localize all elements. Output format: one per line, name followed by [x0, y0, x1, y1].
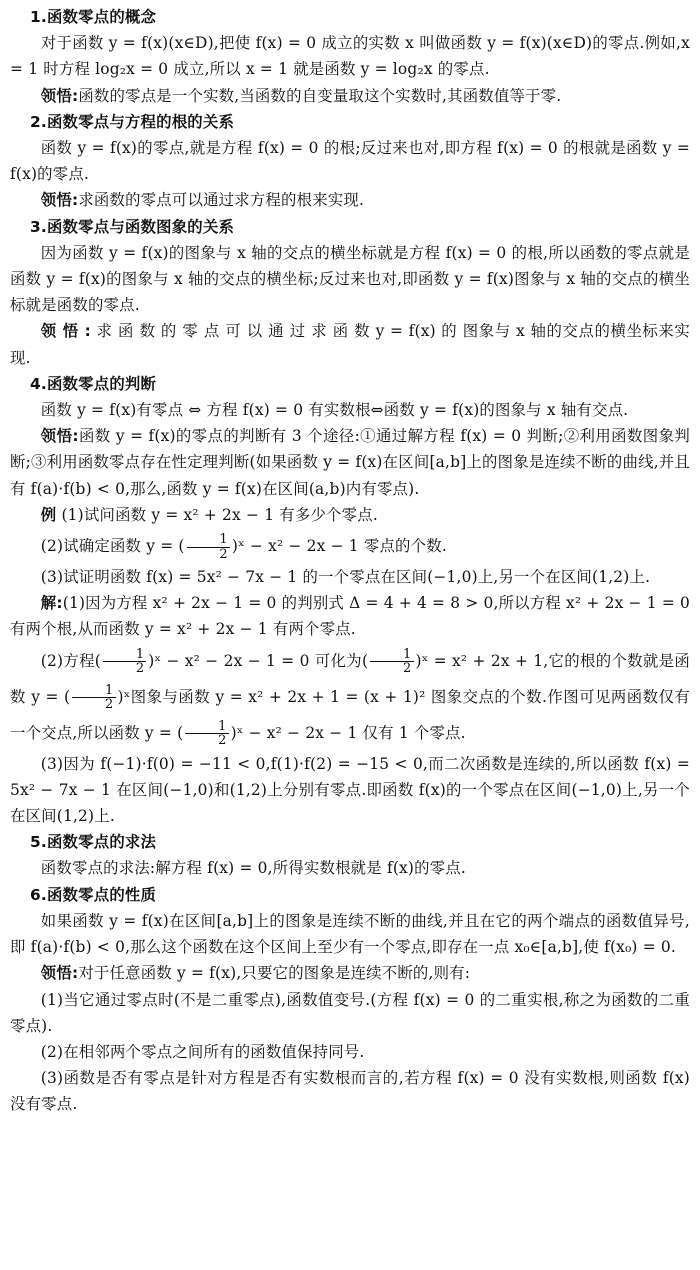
tip-text: 求函数的零点可以通过求方程的根来实现. — [78, 191, 365, 210]
property-2: (2)在相邻两个零点之间所有的函数值保持同号. — [40, 1042, 365, 1061]
section-4-body: 函数 y = f(x)有零点 ⇔ 方程 f(x) = 0 有实数根⇔函数 y = f(x)的图象与 x 轴有交点. — [40, 401, 629, 420]
section-6-title: 6.函数零点的性质 — [30, 885, 157, 904]
fraction — [370, 648, 413, 676]
tip-label: 领悟: — [40, 964, 79, 983]
fraction — [72, 684, 115, 712]
solution-2 — [10, 643, 690, 751]
section-3-body: 因为函数 y = f(x)的图象与 x 轴的交点的横坐标就是方程 f(x) = 0 的根,所以函数的零点就是函数 y = f(x)的图象与 x 轴的交点的横坐标;反过来也对,即函数 y = f(x)图象与 x 轴的交点的横坐标就是函数的零点. — [10, 243, 690, 315]
section-1-tip — [10, 83, 690, 109]
section-4-title: 4.函数零点的判断 — [30, 374, 157, 393]
section-3-title: 3.函数零点与函数图象的关系 — [30, 217, 235, 236]
solution-1-text: (1)因为方程 x² + 2x − 1 = 0 的判别式 Δ = 4 + 4 = 8 > 0,所以方程 x² + 2x − 1 = 0 有两个根,从而函数 y = x² + 2x − 1 有两个零点. — [10, 594, 690, 639]
fraction-denominator: 2 — [218, 733, 227, 749]
fraction-numerator: 1 — [187, 533, 230, 548]
example-label: 例 — [40, 505, 57, 524]
example-2-text-a: (2)试确定函数 y = ( — [40, 537, 185, 556]
solution-2-text-b: )ˣ − x² − 2x − 1 = 0 可化为( — [148, 651, 369, 670]
solution-2-text-e: )ˣ − x² − 2x − 1 仅有 1 个零点. — [230, 723, 466, 742]
section-2-body: 函数 y = f(x)的零点,就是方程 f(x) = 0 的根;反过来也对,即方程 f(x) = 0 的根就是函数 y = f(x)的零点. — [10, 139, 690, 184]
section-1-body: 对于函数 y = f(x)(x∈D),把使 f(x) = 0 成立的实数 x 叫做函数 y = f(x)(x∈D)的零点.例如,x = 1 时方程 log₂x = 0 成立,所以 x = 1 就是函数 y = log₂x 的零点. — [10, 34, 690, 79]
section-2-title: 2.函数零点与方程的根的关系 — [30, 112, 235, 131]
tip-label: 领悟: — [40, 191, 79, 210]
property-3: (3)函数是否有零点是针对方程是否有实数根而言的,若方程 f(x) = 0 没有实数根,则函数 f(x)没有零点. — [10, 1069, 690, 1114]
section-1-title: 1.函数零点的概念 — [30, 8, 157, 26]
solution-2-text-a: (2)方程( — [40, 651, 102, 670]
solution-label: 解: — [40, 594, 63, 613]
fraction-numerator: 1 — [370, 648, 413, 663]
tip-text: 函数的零点是一个实数,当函数的自变量取这个实数时,其函数值等于零. — [78, 86, 562, 105]
fraction — [185, 720, 228, 748]
section-3-tip — [10, 318, 690, 370]
example-3: (3)试证明函数 f(x) = 5x² − 7x − 1 的一个零点在区间(−1,0)上,另一个在区间(1,2)上. — [40, 568, 651, 587]
solution-2-text-c: )ˣ = x² + 2x + 1,它的根的个数就是函数 y = ( — [10, 651, 690, 706]
example-2-text-b: )ˣ − x² − 2x − 1 零点的个数. — [231, 537, 447, 556]
fraction-numerator: 1 — [103, 648, 146, 663]
section-2-tip — [10, 187, 690, 213]
fraction-denominator: 2 — [219, 546, 228, 562]
fraction — [187, 533, 230, 561]
tip-text: 求 函 数 的 零 点 可 以 通 过 求 函 数 y = f(x) 的 图象与 x 轴的交点的横坐标来实现. — [10, 322, 690, 367]
example-1-text: (1)试问函数 y = x² + 2x − 1 有多少个零点. — [56, 505, 378, 524]
tip-text: 函数 y = f(x)的零点的判断有 3 个途径:①通过解方程 f(x) = 0 判断;②利用函数图象判断;③利用函数零点存在性定理判断(如果函数 y = f(x)在区间[a,b]上的图象是连续不断的曲线,并且有 f(a)·f(b) < 0,那么,函数 y = f(x)在区间(a,b)内有零点). — [10, 427, 690, 498]
section-6-tip — [10, 960, 690, 986]
section-5-body: 函数零点的求法:解方程 f(x) = 0,所得实数根就是 f(x)的零点. — [40, 859, 467, 878]
fraction-denominator: 2 — [135, 661, 145, 677]
solution-3: (3)因为 f(−1)·f(0) = −11 < 0,f(1)·f(2) = −15 < 0,而二次函数是连续的,所以函数 f(x) = 5x² − 7x − 1 在区间(−1,0)和(1,2)上分别有零点.即函数 f(x)的一个零点在区间(−1,0)上,另一个在区间(1,2)上. — [10, 754, 690, 826]
solution-1 — [10, 590, 690, 642]
section-6-body: 如果函数 y = f(x)在区间[a,b]上的图象是连续不断的曲线,并且在它的两个端点的函数值异号,即 f(a)·f(b) < 0,那么这个函数在这个区间上至少有一个零点,即存在一点 x₀∈[a,b],使 f(x₀) = 0. — [10, 911, 690, 957]
tip-label: 领悟: — [40, 427, 79, 446]
fraction-denominator: 2 — [105, 697, 114, 713]
example-2 — [10, 528, 690, 564]
tip-label: 领悟: — [40, 86, 79, 105]
tip-label: 领 悟 : — [40, 322, 92, 341]
fraction-numerator: 1 — [185, 720, 228, 735]
section-4-tip — [10, 423, 690, 502]
section-5-title: 5.函数零点的求法 — [30, 833, 157, 852]
fraction — [103, 648, 146, 676]
tip-text: 对于任意函数 y = f(x),只要它的图象是连续不断的,则有: — [78, 964, 471, 983]
solution-2-text-d: )ˣ图象与函数 y = x² + 2x + 1 = (x + 1)² 图象交点的个数.作图可见两函数仅有一个交点,所以函数 y = ( — [10, 687, 690, 742]
example-1 — [10, 502, 690, 528]
fraction-numerator: 1 — [72, 684, 115, 699]
fraction-denominator: 2 — [403, 661, 412, 677]
property-1: (1)当它通过零点时(不是二重零点),函数值变号.(方程 f(x) = 0 的二重实根,称之为函数的二重零点). — [10, 990, 690, 1035]
